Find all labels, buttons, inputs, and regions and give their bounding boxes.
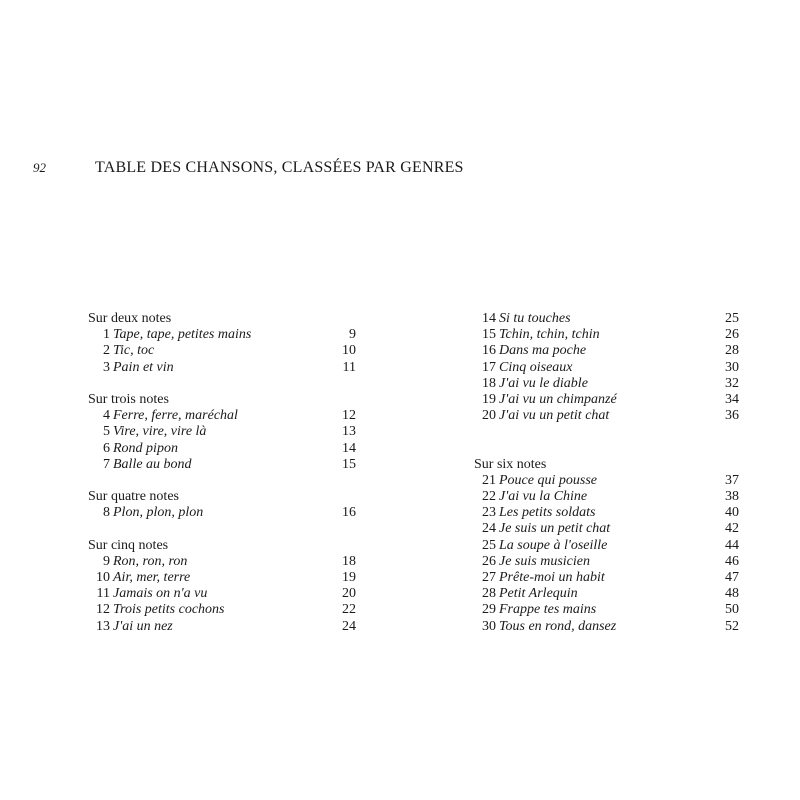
song-title: J'ai un nez: [113, 618, 173, 634]
song-entry: [88, 327, 356, 343]
song-number: 17: [482, 359, 496, 375]
song-entry: [474, 473, 739, 489]
spacer: [88, 376, 356, 392]
section-heading: [88, 392, 356, 408]
section-heading: [474, 457, 739, 473]
song-title: Ron, ron, ron: [113, 553, 188, 569]
song-entry: [88, 343, 356, 359]
song-title: Frappe tes mains: [499, 602, 597, 618]
page-title: TABLE DES CHANSONS, CLASSÉES PAR GENRES: [95, 159, 464, 176]
song-page: 34: [725, 391, 739, 407]
song-page: 10: [342, 343, 356, 359]
song-title: Je suis musicien: [499, 553, 590, 569]
song-table-left-column: [88, 311, 356, 635]
song-number: 5: [103, 424, 110, 440]
song-title: Tchin, tchin, tchin: [499, 327, 600, 343]
song-title: J'ai vu un chimpanzé: [499, 391, 617, 407]
song-title: Plon, plon, plon: [113, 505, 204, 521]
song-title: Tape, tape, petites mains: [113, 327, 252, 343]
song-number: 10: [96, 570, 110, 585]
song-page: 11: [342, 359, 356, 375]
song-entry: [88, 586, 356, 602]
song-page: 52: [725, 618, 739, 634]
song-title: J'ai vu un petit chat: [499, 408, 610, 424]
song-page: 40: [725, 505, 739, 521]
song-number: 9: [103, 553, 110, 569]
song-entry: [88, 505, 356, 521]
song-number: 7: [103, 456, 110, 472]
song-page: 42: [725, 521, 739, 537]
song-page: 13: [342, 424, 356, 440]
section-heading-label: Sur trois notes: [88, 391, 169, 407]
song-entry: [474, 586, 739, 602]
song-page: 25: [725, 311, 739, 326]
song-page: 26: [725, 327, 739, 343]
song-number: 21: [482, 472, 496, 488]
song-entry: [474, 521, 739, 537]
song-table-right-column: [474, 311, 739, 635]
song-entry: [474, 619, 739, 635]
song-entry: [88, 424, 356, 440]
song-title: Balle au bond: [113, 456, 192, 472]
song-page: 46: [725, 553, 739, 569]
song-title: Jamais on n'a vu: [113, 586, 208, 602]
song-entry: [88, 441, 356, 457]
song-title: J'ai vu le diable: [499, 375, 588, 391]
song-title: Air, mer, terre: [113, 570, 191, 585]
song-entry: [474, 554, 739, 570]
song-number: 30: [482, 618, 496, 634]
song-title: Vire, vire, vire là: [113, 424, 207, 440]
song-page: 47: [725, 570, 739, 585]
song-page: 19: [342, 570, 356, 585]
song-entry: [88, 408, 356, 424]
song-number: 20: [482, 408, 496, 424]
song-title: Trois petits cochons: [113, 602, 225, 618]
song-entry: [88, 602, 356, 618]
song-number: 8: [103, 505, 110, 521]
song-number: 14: [482, 311, 496, 326]
song-entry: [88, 619, 356, 635]
song-number: 16: [482, 343, 496, 359]
song-title: Les petits soldats: [499, 505, 596, 521]
song-title: Prête-moi un habit: [499, 570, 605, 585]
song-entry: [88, 360, 356, 376]
song-number: 15: [482, 327, 496, 343]
song-page: 48: [725, 586, 739, 602]
song-number: 23: [482, 505, 496, 521]
song-title: Si tu touches: [499, 311, 571, 326]
song-title: Pouce qui pousse: [499, 472, 597, 488]
song-page: 16: [342, 505, 356, 521]
song-title: Tous en rond, dansez: [499, 618, 617, 634]
song-page: 18: [342, 553, 356, 569]
song-entry: [474, 376, 739, 392]
song-page: 28: [725, 343, 739, 359]
song-number: 29: [482, 602, 496, 618]
song-entry: [88, 570, 356, 586]
song-number: 27: [482, 570, 496, 585]
song-number: 6: [103, 440, 110, 456]
song-page: 37: [725, 472, 739, 488]
song-title: Petit Arlequin: [499, 586, 578, 602]
song-page: 15: [342, 456, 356, 472]
song-number: 28: [482, 586, 496, 602]
section-heading-label: Sur deux notes: [88, 311, 172, 326]
song-number: 24: [482, 521, 496, 537]
spacer: [88, 473, 356, 489]
song-title: La soupe à l'oseille: [499, 537, 608, 553]
song-page: 36: [725, 408, 739, 424]
song-title: Cinq oiseaux: [499, 359, 573, 375]
song-entry: [474, 489, 739, 505]
song-entry: [474, 343, 739, 359]
song-entry: [88, 554, 356, 570]
section-heading: [88, 489, 356, 505]
section-heading: [88, 538, 356, 554]
song-page: 30: [725, 359, 739, 375]
song-entry: [474, 311, 739, 327]
song-title: Pain et vin: [113, 359, 174, 375]
song-title: J'ai vu la Chine: [499, 489, 588, 505]
song-number: 2: [103, 343, 110, 359]
spacer: [474, 441, 739, 457]
song-page: 20: [342, 586, 356, 602]
song-page: 24: [342, 618, 356, 634]
song-page: 14: [342, 440, 356, 456]
song-title: Ferre, ferre, maréchal: [113, 408, 238, 424]
section-heading-label: Sur quatre notes: [88, 489, 179, 505]
song-number: 1: [103, 327, 110, 343]
section-heading-label: Sur cinq notes: [88, 537, 169, 553]
song-page: 50: [725, 602, 739, 618]
song-title: Je suis un petit chat: [499, 521, 611, 537]
page-number: 92: [33, 160, 46, 175]
section-heading-label: Sur six notes: [474, 456, 547, 472]
section-heading: [88, 311, 356, 327]
song-number: 19: [482, 391, 496, 407]
song-number: 12: [96, 602, 110, 618]
song-number: 22: [482, 489, 496, 505]
song-page: 44: [725, 537, 739, 553]
song-number: 4: [103, 408, 110, 424]
song-page: 12: [342, 408, 356, 424]
song-entry: [474, 327, 739, 343]
song-entry: [474, 408, 739, 424]
song-number: 25: [482, 537, 496, 553]
spacer: [88, 521, 356, 537]
song-entry: [474, 360, 739, 376]
song-entry: [474, 602, 739, 618]
song-page: 22: [342, 602, 356, 618]
song-entry: [474, 538, 739, 554]
song-page: 9: [349, 327, 356, 343]
song-entry: [474, 570, 739, 586]
song-number: 13: [96, 618, 110, 634]
song-title: Rond pipon: [113, 440, 178, 456]
song-entry: [474, 392, 739, 408]
song-number: 18: [482, 375, 496, 391]
song-number: 11: [96, 586, 110, 602]
song-title: Tic, toc: [113, 343, 155, 359]
song-page: 38: [725, 489, 739, 505]
song-entry: [474, 505, 739, 521]
spacer: [474, 424, 739, 440]
song-entry: [88, 457, 356, 473]
song-number: 26: [482, 553, 496, 569]
song-page: 32: [725, 375, 739, 391]
song-title: Dans ma poche: [499, 343, 587, 359]
song-number: 3: [103, 359, 110, 375]
